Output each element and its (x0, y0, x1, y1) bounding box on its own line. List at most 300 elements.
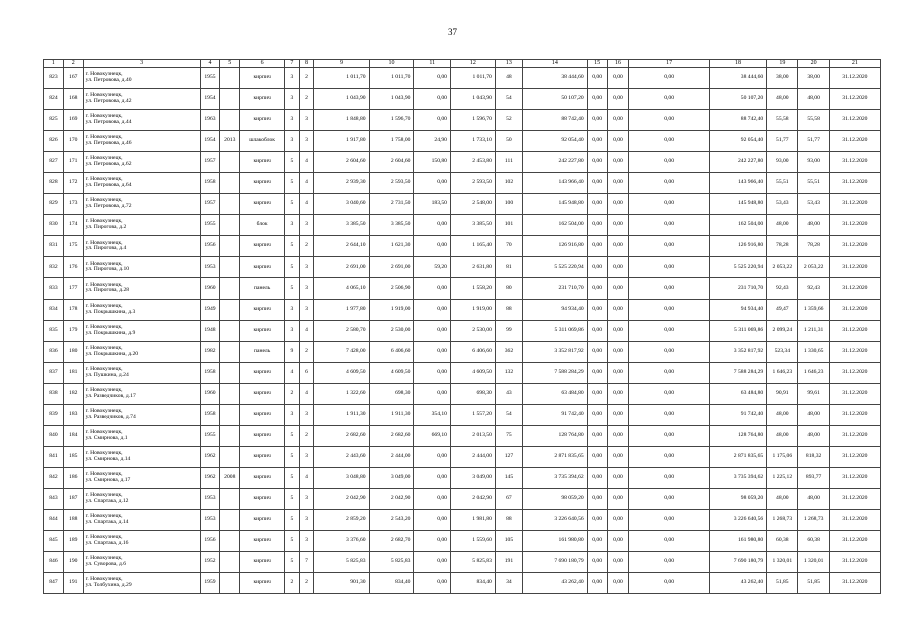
table-cell: 698,30 (369, 383, 414, 404)
table-cell: 354,10 (414, 404, 451, 425)
table-row (44, 383, 881, 404)
table-cell: 175 (63, 236, 83, 257)
table-cell: 0,00 (607, 531, 629, 552)
table-cell: 31.12.2020 (829, 299, 880, 320)
table-cell: 0,00 (607, 257, 629, 278)
table-cell: 55,58 (767, 110, 798, 131)
table-cell: 92,43 (767, 278, 798, 299)
table-cell: 50 107,20 (709, 89, 766, 110)
address-street: ул. Петровова, д.40 (85, 77, 132, 84)
table-cell: 0,00 (629, 131, 709, 152)
table-cell: 3 735 394,62 (709, 467, 766, 488)
table-cell (220, 509, 240, 530)
address-city: г. Новокузнецк, (85, 71, 123, 78)
table-cell: кирпич (240, 383, 285, 404)
table-cell: 3 (299, 488, 314, 509)
table-cell: 1 911,30 (314, 404, 369, 425)
table-cell: 0,00 (587, 531, 607, 552)
table-cell: 0,00 (587, 215, 607, 236)
table-cell: 3 (299, 257, 314, 278)
address-street: ул. Разведчиков, д.74 (85, 413, 136, 420)
column-number: 1 (44, 60, 64, 68)
table-cell: 0,00 (587, 299, 607, 320)
table-cell: кирпич (240, 446, 285, 467)
table-cell: 5 (285, 425, 300, 446)
table-cell (220, 299, 240, 320)
table-row (44, 531, 881, 552)
table-cell: 1953 (200, 257, 220, 278)
table-cell (220, 552, 240, 573)
table-cell: 829 (44, 194, 64, 215)
table-cell: 3 352 817,92 (709, 341, 766, 362)
table-cell: 127 (495, 446, 522, 467)
table-cell: 43 262,40 (522, 573, 587, 594)
table-cell: 826 (44, 131, 64, 152)
table-cell: 185 (63, 446, 83, 467)
table-cell: 1 911,30 (369, 404, 414, 425)
table-cell: 0,00 (587, 257, 607, 278)
column-number: 2 (63, 60, 83, 68)
table-cell: 1 919,00 (369, 299, 414, 320)
table-cell: 0,00 (607, 509, 629, 530)
table-cell: 5 311 069,86 (522, 320, 587, 341)
table-cell: 0,00 (414, 299, 451, 320)
table-cell: 145 (495, 467, 522, 488)
table-cell: 5 (285, 531, 300, 552)
table-cell: 3 (285, 320, 300, 341)
table-cell: 828 (44, 173, 64, 194)
table-cell: 93,00 (798, 152, 829, 173)
table-cell: 2 (299, 425, 314, 446)
address-street: ул. Пирогова, д.28 (85, 287, 130, 294)
table-cell: 1948 (200, 320, 220, 341)
table-cell: 4 609,50 (450, 362, 495, 383)
table-cell: кирпич (240, 362, 285, 383)
table-row (44, 404, 881, 425)
table-cell: 0,00 (607, 173, 629, 194)
table-row (44, 509, 881, 530)
table-cell: 0,00 (587, 341, 607, 362)
table-cell: 0,00 (414, 110, 451, 131)
table-cell: 3 (285, 404, 300, 425)
table-cell: 31.12.2020 (829, 362, 880, 383)
address-cell (83, 110, 200, 131)
table-cell: 846 (44, 552, 64, 573)
table-cell: 2 682,70 (369, 531, 414, 552)
table-cell: 0,00 (414, 341, 451, 362)
table-cell: 5 525 220,94 (709, 257, 766, 278)
address-cell (83, 89, 200, 110)
table-cell: 5 (285, 152, 300, 173)
table-cell: 31.12.2020 (829, 383, 880, 404)
table-cell: 98 059,20 (709, 488, 766, 509)
table-cell: 190 (63, 552, 83, 573)
table-cell: 189 (63, 531, 83, 552)
table-row (44, 257, 881, 278)
column-number: 8 (299, 60, 314, 68)
address-cell (83, 446, 200, 467)
table-cell: 0,00 (587, 446, 607, 467)
table-cell: 5 (285, 467, 300, 488)
address-street: ул. Смирнова, д.17 (85, 476, 131, 483)
table-cell (220, 173, 240, 194)
table-cell: 2 444,00 (369, 446, 414, 467)
address-street: ул. Разведчиков, д.17 (85, 392, 136, 399)
table-cell: 1 043,90 (450, 89, 495, 110)
table-cell: 242 227,80 (709, 152, 766, 173)
table-cell: 2 580,70 (314, 320, 369, 341)
table-cell: 4 (299, 173, 314, 194)
table-cell: 51,85 (798, 573, 829, 594)
table-cell: 0,00 (587, 68, 607, 89)
table-row (44, 341, 881, 362)
table-cell: 101 (495, 215, 522, 236)
column-number: 11 (414, 60, 451, 68)
table-cell: 5 (285, 488, 300, 509)
table-cell: 67 (495, 488, 522, 509)
table-cell: 48,00 (767, 404, 798, 425)
table-cell: 191 (495, 552, 522, 573)
table-cell (220, 446, 240, 467)
address-city: г. Новокузнецк, (85, 534, 123, 541)
table-cell: 52 (495, 110, 522, 131)
table-cell: 168 (63, 89, 83, 110)
table-cell: кирпич (240, 257, 285, 278)
table-cell: 1958 (200, 173, 220, 194)
table-cell: 0,00 (414, 68, 451, 89)
table-cell: кирпич (240, 152, 285, 173)
table-cell: 0,00 (414, 488, 451, 509)
table-cell: кирпич (240, 488, 285, 509)
table-cell: 3 (299, 299, 314, 320)
table-cell (220, 531, 240, 552)
table-cell: 843 (44, 488, 64, 509)
table-cell: 3 226 640,56 (522, 509, 587, 530)
table-cell: 0,00 (414, 362, 451, 383)
table-cell: 49,47 (767, 299, 798, 320)
table-cell: 88 (495, 509, 522, 530)
table-cell: 0,00 (629, 488, 709, 509)
table-cell: 0,00 (629, 341, 709, 362)
table-cell (220, 383, 240, 404)
table-cell: кирпич (240, 110, 285, 131)
table-cell: 0,00 (587, 488, 607, 509)
table-cell: 48 (495, 68, 522, 89)
table-row (44, 278, 881, 299)
table-cell: 2 593,50 (369, 173, 414, 194)
table-cell: 31.12.2020 (829, 425, 880, 446)
table-cell: 0,00 (607, 341, 629, 362)
table-cell: 0,00 (587, 383, 607, 404)
table-cell: 126 916,80 (522, 236, 587, 257)
table-cell: 827 (44, 152, 64, 173)
table-cell: кирпич (240, 299, 285, 320)
table-cell: 2 604,60 (314, 152, 369, 173)
table-cell: 2 682,60 (369, 425, 414, 446)
address-city: г. Новокузнецк, (85, 576, 123, 583)
address-city: г. Новокузнецк, (85, 323, 123, 330)
address-cell (83, 278, 200, 299)
table-cell: 1960 (200, 278, 220, 299)
address-city: г. Новокузнецк, (85, 113, 123, 120)
table-cell: 3 385,50 (369, 215, 414, 236)
address-cell (83, 257, 200, 278)
table-cell: 0,00 (607, 110, 629, 131)
column-number-row (44, 60, 881, 68)
address-city: г. Новокузнецк, (85, 513, 123, 520)
column-number: 19 (767, 60, 798, 68)
table-cell: 0,00 (587, 236, 607, 257)
table-cell: 94 934,40 (522, 299, 587, 320)
address-street: ул. Смирнова, д.14 (85, 455, 131, 462)
table-cell: 2 731,50 (369, 194, 414, 215)
table-cell: 5 825,83 (314, 552, 369, 573)
address-street: ул. Суворова, д.6 (85, 561, 127, 568)
table-cell: кирпич (240, 194, 285, 215)
table-cell: 1 359,66 (798, 299, 829, 320)
address-city: г. Новокузнецк, (85, 407, 123, 414)
table-cell: 6 406,60 (369, 341, 414, 362)
table-cell: 48,00 (798, 425, 829, 446)
table-cell: 51,77 (798, 131, 829, 152)
table-cell: 91 742,40 (709, 404, 766, 425)
table-cell: 1953 (200, 509, 220, 530)
table-cell: кирпич (240, 173, 285, 194)
table-cell: 0,00 (607, 488, 629, 509)
address-city: г. Новокузнецк, (85, 197, 123, 204)
table-cell: 1955 (200, 425, 220, 446)
table-cell: 70 (495, 236, 522, 257)
table-cell: 31.12.2020 (829, 446, 880, 467)
address-street: ул. Петровова, д.62 (85, 161, 132, 168)
table-cell: кирпич (240, 236, 285, 257)
table-cell: 4 (299, 320, 314, 341)
table-cell: 1962 (200, 467, 220, 488)
table-cell: 31.12.2020 (829, 404, 880, 425)
table-cell: 0,00 (629, 194, 709, 215)
table-row (44, 152, 881, 173)
table-cell: 9 (285, 341, 300, 362)
table-cell: кирпич (240, 573, 285, 594)
table-cell: 100 (495, 194, 522, 215)
table-cell: 0,00 (607, 299, 629, 320)
table-cell: 1 330,65 (798, 341, 829, 362)
table-cell: кирпич (240, 68, 285, 89)
table-cell: 5 825,83 (369, 552, 414, 573)
table-cell: 53,43 (767, 194, 798, 215)
table-cell: 2 444,00 (450, 446, 495, 467)
address-cell (83, 362, 200, 383)
table-cell: 182 (63, 383, 83, 404)
table-cell: 0,00 (414, 446, 451, 467)
address-city: г. Новокузнецк, (85, 365, 123, 372)
table-cell: 34 (495, 573, 522, 594)
table-cell: 48,00 (798, 89, 829, 110)
address-cell (83, 404, 200, 425)
column-number: 4 (200, 60, 220, 68)
column-number: 9 (314, 60, 369, 68)
table-cell: 51,85 (767, 573, 798, 594)
table-cell: 2 (285, 383, 300, 404)
table-cell: 3 (299, 131, 314, 152)
address-cell (83, 425, 200, 446)
table-cell: 172 (63, 173, 83, 194)
table-cell (220, 89, 240, 110)
table-cell: 179 (63, 320, 83, 341)
table-cell: 48,00 (798, 215, 829, 236)
table-cell: 31.12.2020 (829, 89, 880, 110)
table-cell: 38,00 (798, 68, 829, 89)
table-cell: 0,00 (414, 509, 451, 530)
table-cell: 3 (285, 110, 300, 131)
column-number: 21 (829, 60, 880, 68)
table-cell: 834,40 (450, 573, 495, 594)
table-cell: 844 (44, 509, 64, 530)
table-cell: 187 (63, 488, 83, 509)
table-cell: 842 (44, 467, 64, 488)
table-cell: 893,77 (798, 467, 829, 488)
table-cell: 3 (299, 509, 314, 530)
address-street: ул. Пушкина, д.24 (85, 371, 129, 378)
table-cell: 2 013,50 (450, 425, 495, 446)
table-cell: 53,43 (798, 194, 829, 215)
table-cell: 830 (44, 215, 64, 236)
table-cell: 2 644,10 (314, 236, 369, 257)
column-number: 20 (798, 60, 829, 68)
table-cell: 80 (495, 278, 522, 299)
table-cell: 90,91 (767, 383, 798, 404)
table-cell: 839 (44, 404, 64, 425)
table-cell: 75 (495, 425, 522, 446)
table-cell: 7 428,00 (314, 341, 369, 362)
table-cell: 0,00 (587, 152, 607, 173)
table-cell: 2 691,00 (369, 257, 414, 278)
table-cell: 1 165,40 (450, 236, 495, 257)
table-cell: 0,00 (607, 552, 629, 573)
table-cell: 838 (44, 383, 64, 404)
address-cell (83, 383, 200, 404)
table-cell: 161 980,80 (522, 531, 587, 552)
table-cell: 0,00 (607, 131, 629, 152)
table-cell: 59,20 (414, 257, 451, 278)
table-row (44, 173, 881, 194)
table-cell: 0,00 (607, 362, 629, 383)
table-cell: 2 (299, 68, 314, 89)
table-cell: 0,00 (587, 320, 607, 341)
table-cell: 0,00 (629, 509, 709, 530)
table-row (44, 320, 881, 341)
table-cell: 3 (285, 215, 300, 236)
table-cell: 3 352 817,92 (522, 341, 587, 362)
table-cell: 3 226 640,56 (709, 509, 766, 530)
table-cell: 1962 (200, 446, 220, 467)
table-cell: 31.12.2020 (829, 278, 880, 299)
table-cell: 63 484,80 (522, 383, 587, 404)
table-cell: кирпич (240, 531, 285, 552)
table-cell: 1 043,90 (369, 89, 414, 110)
column-number: 3 (83, 60, 200, 68)
table-cell: 1 919,00 (450, 299, 495, 320)
table-cell: 0,00 (414, 573, 451, 594)
table-cell: 2 691,00 (314, 257, 369, 278)
table-cell: 840 (44, 425, 64, 446)
address-city: г. Новокузнецк, (85, 239, 123, 246)
table-cell: 1 322,60 (314, 383, 369, 404)
address-cell (83, 488, 200, 509)
table-cell: 0,00 (414, 215, 451, 236)
table-cell: 1957 (200, 194, 220, 215)
address-street: ул. Толбухина, д.29 (85, 582, 132, 589)
column-number: 18 (709, 60, 766, 68)
table-cell (220, 404, 240, 425)
table-cell: 5 (285, 194, 300, 215)
table-cell (220, 194, 240, 215)
table-cell: 1 175,06 (767, 446, 798, 467)
table-cell: 3 040,60 (314, 194, 369, 215)
table-cell: 5 (285, 509, 300, 530)
table-row (44, 552, 881, 573)
address-city: г. Новокузнецк, (85, 260, 123, 267)
table-cell: 186 (63, 467, 83, 488)
table-cell: 111 (495, 152, 522, 173)
table-cell: 7 690 180,79 (522, 552, 587, 573)
table-cell: 669,10 (414, 425, 451, 446)
table-cell: 5 525 220,94 (522, 257, 587, 278)
table-cell (220, 110, 240, 131)
address-city: г. Новокузнецк, (85, 344, 123, 351)
table-cell: 2 (299, 236, 314, 257)
table-cell: 2 453,80 (450, 152, 495, 173)
table-cell: 1 646,23 (798, 362, 829, 383)
table-cell: 178 (63, 299, 83, 320)
address-cell (83, 215, 200, 236)
table-cell: 2 859,20 (314, 509, 369, 530)
address-street: ул. Покрышкина, д.3 (85, 308, 136, 315)
table-cell (220, 425, 240, 446)
address-cell (83, 131, 200, 152)
table-cell: 0,00 (629, 257, 709, 278)
table-cell: 2008 (220, 467, 240, 488)
table-cell: 7 588 284,29 (522, 362, 587, 383)
table-cell: 174 (63, 215, 83, 236)
table-cell: 7 690 180,79 (709, 552, 766, 573)
table-cell: 1957 (200, 152, 220, 173)
page-number: 37 (448, 27, 457, 37)
table-cell: 0,00 (629, 404, 709, 425)
table-cell: 1 011,70 (369, 68, 414, 89)
address-cell (83, 573, 200, 594)
table-cell: 1954 (200, 89, 220, 110)
table-cell: 4 (299, 194, 314, 215)
table-cell: 177 (63, 278, 83, 299)
address-street: ул. Покрышкина, д.20 (85, 350, 139, 357)
table-cell: 3 385,50 (314, 215, 369, 236)
table-cell: 1 646,23 (767, 362, 798, 383)
table-cell: 0,00 (629, 236, 709, 257)
table-cell: 0,00 (629, 573, 709, 594)
table-cell: 1982 (200, 341, 220, 362)
table-cell: 54 (495, 89, 522, 110)
table-cell: 161 980,80 (709, 531, 766, 552)
table-cell: 55,51 (767, 173, 798, 194)
table-cell: 832 (44, 257, 64, 278)
table-cell: 1 268,73 (798, 509, 829, 530)
table-cell (220, 341, 240, 362)
table-cell: 1949 (200, 299, 220, 320)
table-cell: 88 (495, 299, 522, 320)
table-cell: 2 042,90 (450, 488, 495, 509)
table-cell: 31.12.2020 (829, 194, 880, 215)
